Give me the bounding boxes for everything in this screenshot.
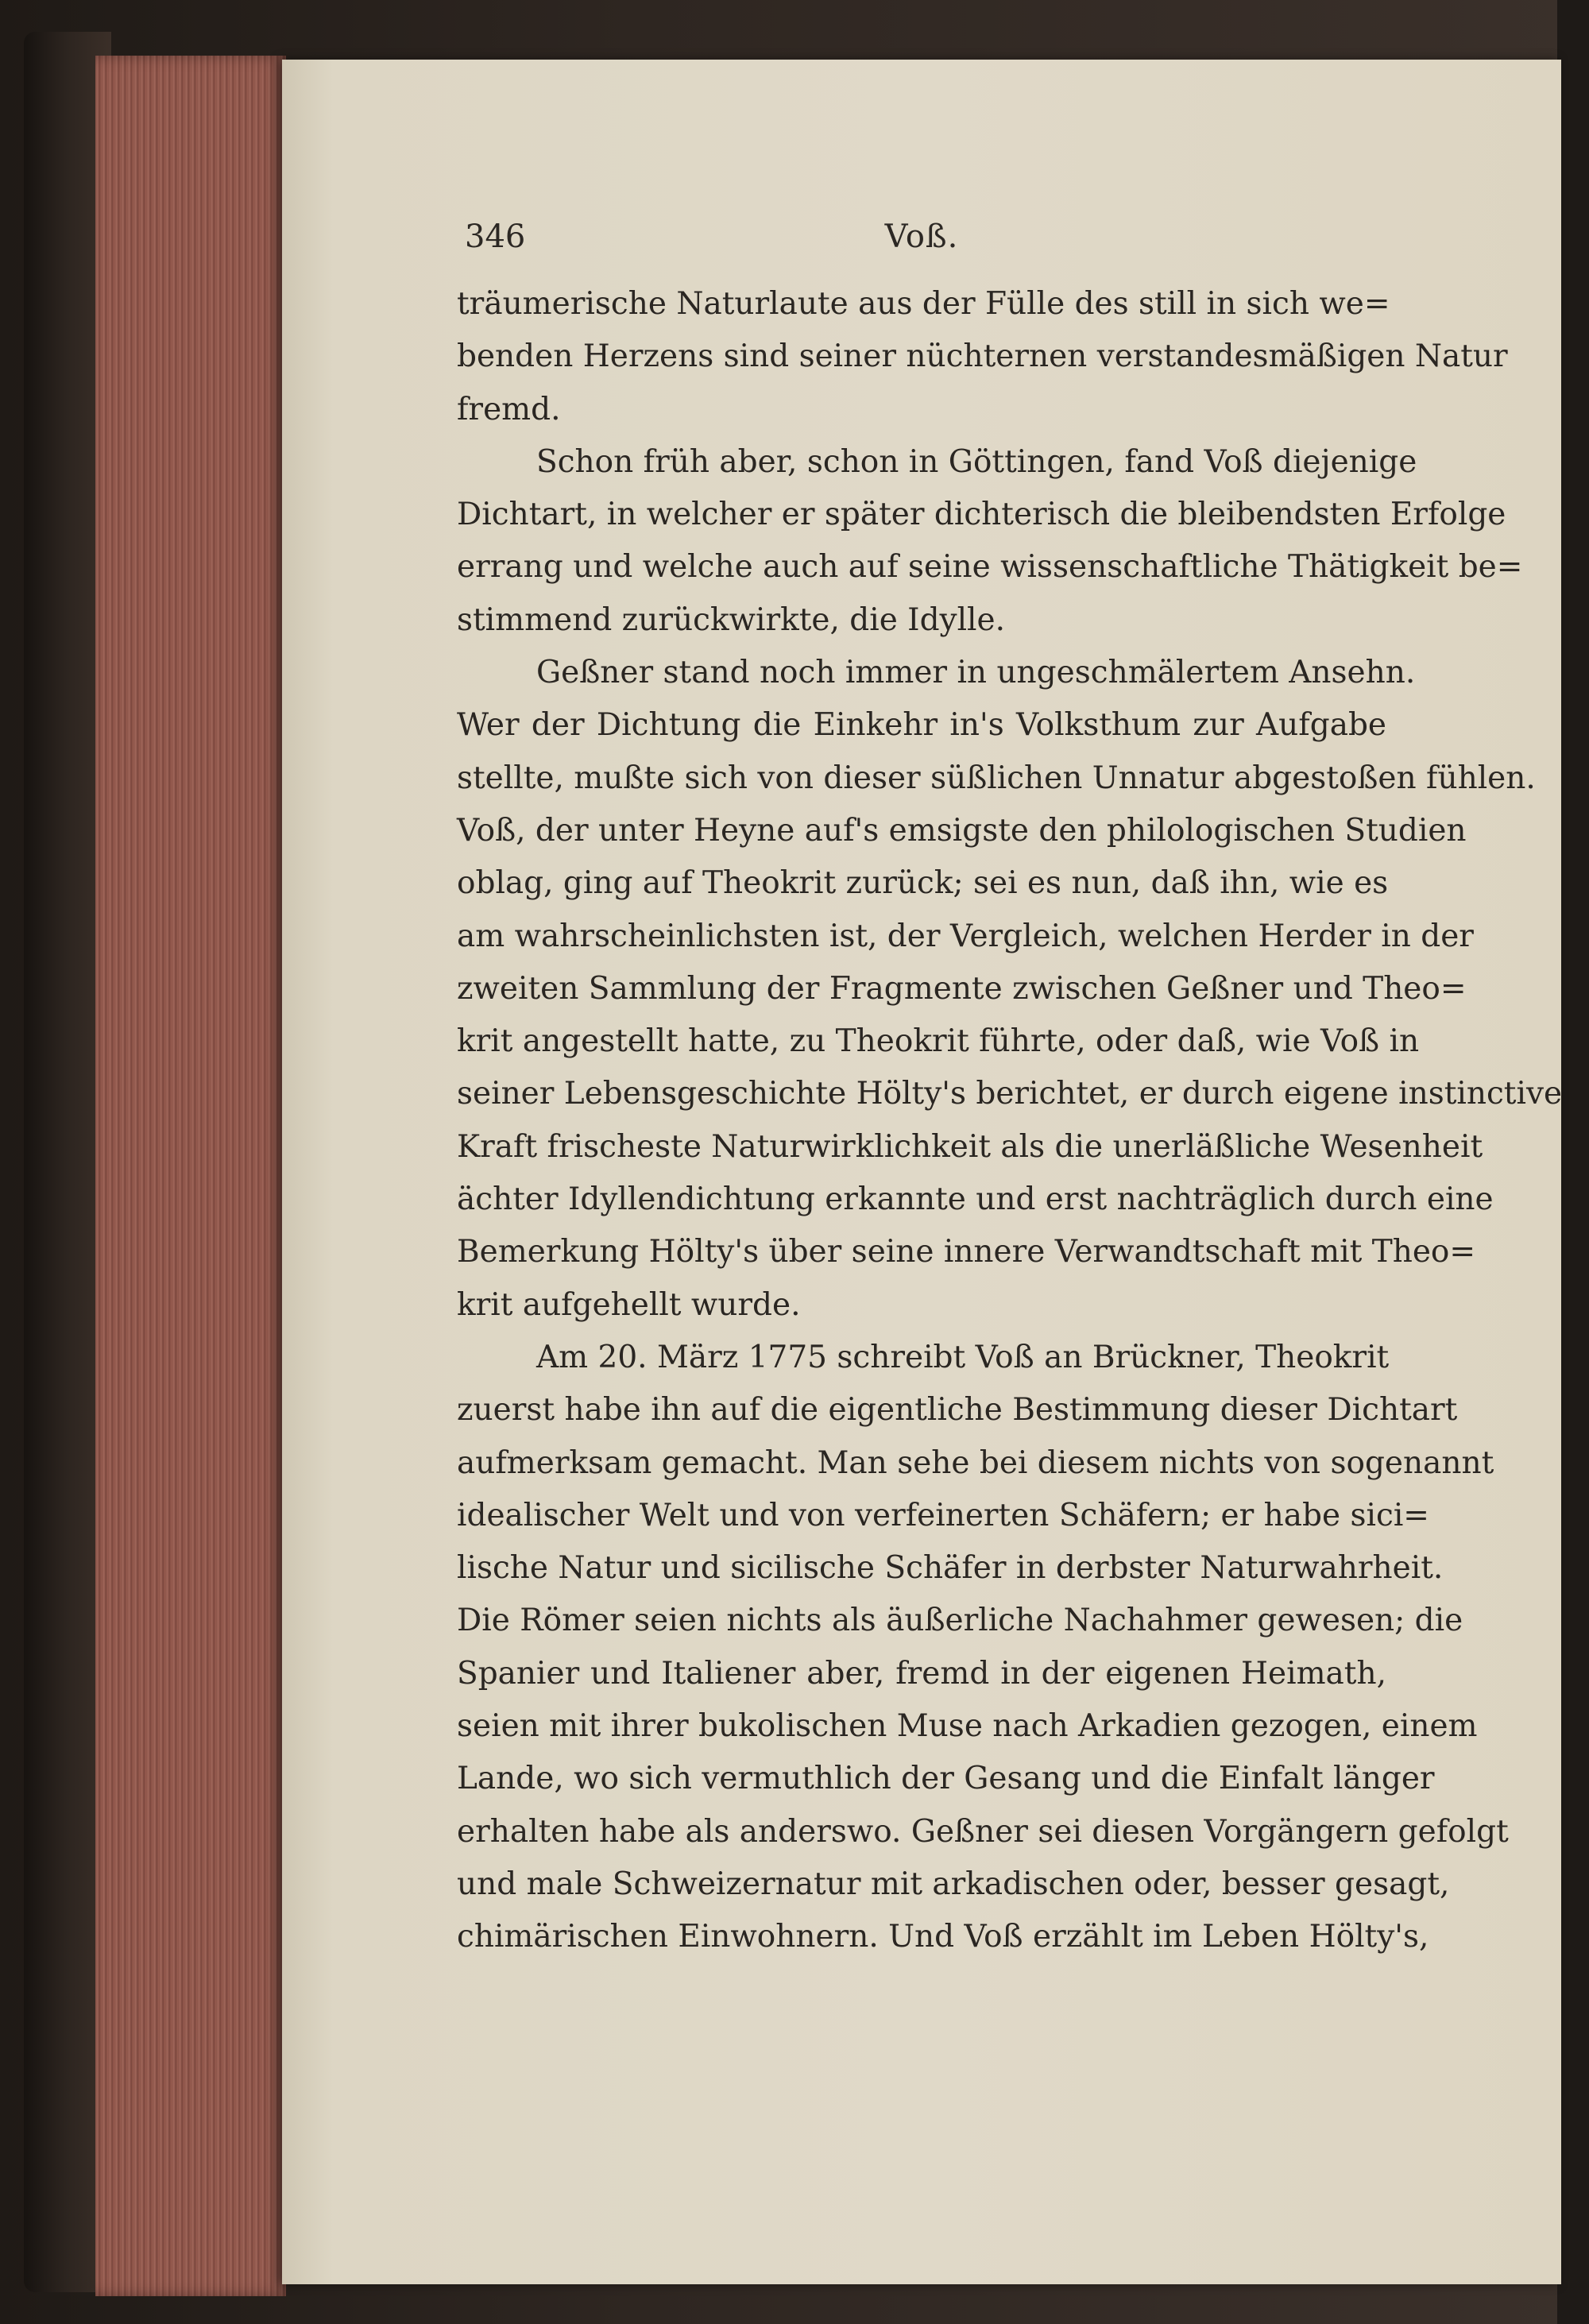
page-number: 346 — [465, 218, 526, 255]
text-line: chimärischen Einwohnern. Und Voß erzählt im Leben Hölty's, — [457, 1919, 1429, 1955]
text-line: Dichtart, in welcher er später dichterisch die bleibendsten Erfolge — [457, 497, 1506, 533]
text-line: Lande, wo sich vermuthlich der Gesang und die Einfalt länger — [457, 1761, 1435, 1797]
text-line: Wer der Dichtung die Einkehr in's Volksthum zur Aufgabe — [457, 707, 1386, 744]
text-line: ächter Idyllendichtung erkannte und erst nachträglich durch eine — [457, 1181, 1494, 1218]
text-line: Geßner stand noch immer in ungeschmälertem Ansehn. — [536, 655, 1416, 691]
text-line: am wahrscheinlichsten ist, der Vergleich, welchen Herder in der — [457, 918, 1474, 954]
text-line: und male Schweizernatur mit arkadischen oder, besser gesagt, — [457, 1866, 1450, 1902]
text-line: oblag, ging auf Theokrit zurück; sei es nun, daß ihn, wie es — [457, 865, 1389, 902]
text-line: fremd. — [457, 391, 561, 427]
text-line: errang und welche auch auf seine wissenschaftliche Thätigkeit be= — [457, 549, 1523, 586]
text-line: Am 20. März 1775 schreibt Voß an Brückner, Theokrit — [536, 1339, 1390, 1375]
text-line: krit aufgehellt wurde. — [457, 1286, 801, 1323]
text-line: zweiten Sammlung der Fragmente zwischen Geßner und Theo= — [457, 970, 1467, 1007]
text-line: lische Natur und sicilische Schäfer in derbster Naturwahrheit. — [457, 1550, 1444, 1587]
page-edges — [95, 56, 286, 2296]
text-line: aufmerksam gemacht. Man sehe bei diesem nichts von sogenannt — [457, 1444, 1494, 1481]
text-line: erhalten habe als anderswo. Geßner sei diesen Vorgängern gefolgt — [457, 1813, 1509, 1850]
text-line: stimmend zurückwirkte, die Idylle. — [457, 601, 1006, 638]
text-line: krit angestellt hatte, zu Theokrit führte, oder daß, wie Voß in — [457, 1023, 1420, 1060]
text-line: Kraft frischeste Naturwirklichkeit als die unerläßliche Wesenheit — [457, 1128, 1483, 1165]
text-line: Schon früh aber, schon in Göttingen, fand Voß diejenige — [536, 443, 1417, 480]
text-line: Spanier und Italiener aber, fremd in der eigenen Heimath, — [457, 1655, 1386, 1692]
background-strip — [1557, 0, 1589, 2324]
text-line: träumerische Naturlaute aus der Fülle des still in sich we= — [457, 286, 1390, 322]
text-line: Die Römer seien nichts als äußerliche Nachahmer gewesen; die — [457, 1603, 1463, 1639]
page-header — [465, 218, 1378, 266]
text-line: Voß, der unter Heyne auf's emsigste den philologischen Studien — [457, 812, 1467, 849]
running-head: Voß. — [884, 218, 959, 255]
text-line: benden Herzens sind seiner nüchternen verstandesmäßigen Natur — [457, 338, 1508, 375]
text-line: zuerst habe ihn auf die eigentliche Bestimmung dieser Dichtart — [457, 1392, 1458, 1429]
body-text — [457, 278, 1563, 1964]
book-page — [282, 60, 1561, 2284]
text-line: stellte, mußte sich von dieser süßlichen Unnatur abgestoßen fühlen. — [457, 760, 1536, 796]
text-line: seien mit ihrer bukolischen Muse nach Arkadien gezogen, einem — [457, 1708, 1478, 1745]
text-line: seiner Lebensgeschichte Hölty's berichtet, er durch eigene instinctive — [457, 1076, 1563, 1112]
text-line: idealischer Welt und von verfeinerten Schäfern; er habe sici= — [457, 1497, 1429, 1533]
text-line: Bemerkung Hölty's über seine innere Verwandtschaft mit Theo= — [457, 1234, 1476, 1270]
